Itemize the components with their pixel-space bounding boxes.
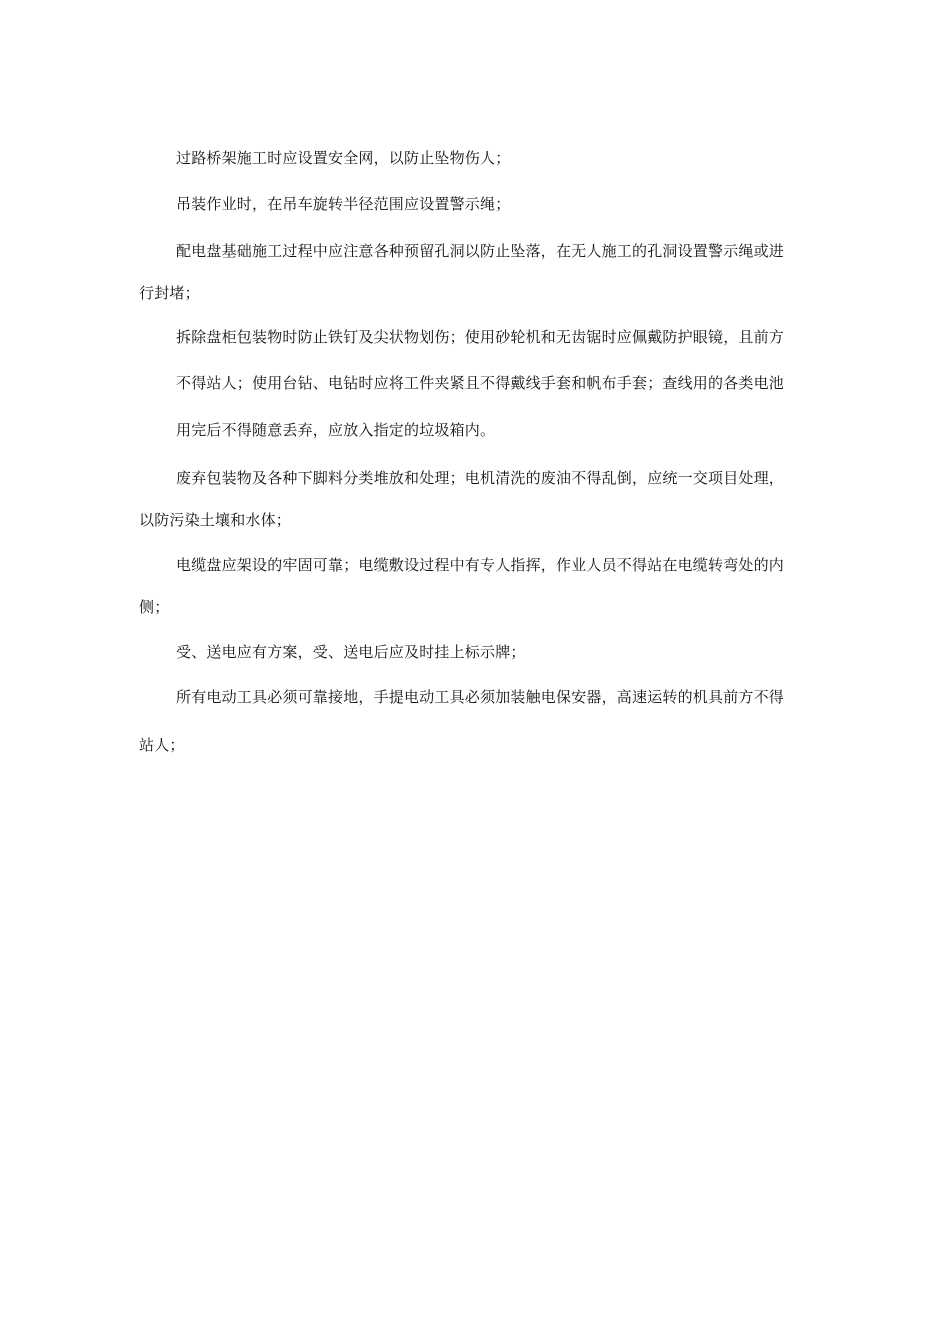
paragraph-line: 用完后不得随意丢弃，应放入指定的垃圾箱内。 [176, 421, 496, 439]
paragraph-line: 侧； [139, 598, 170, 616]
paragraph-line: 废弃包装物及各种下脚料分类堆放和处理；电机清洗的废油不得乱倒，应统一交项目处理， [176, 469, 785, 487]
paragraph-line: 拆除盘柜包装物时防止铁钉及尖状物划伤；使用砂轮机和无齿锯时应佩戴防护眼镜，且前方 [176, 328, 785, 346]
paragraph-line: 受、送电应有方案，受、送电后应及时挂上标示牌； [176, 643, 526, 661]
paragraph-line: 配电盘基础施工过程中应注意各种预留孔洞以防止坠落，在无人施工的孔洞设置警示绳或进 [176, 242, 785, 260]
paragraph-line: 行封堵； [139, 284, 200, 302]
paragraph-line: 吊装作业时，在吊车旋转半径范围应设置警示绳； [176, 195, 511, 213]
paragraph-line: 过路桥架施工时应设置安全网，以防止坠物伤人； [176, 149, 511, 167]
paragraph-line: 不得站人；使用台钻、电钻时应将工件夹紧且不得戴线手套和帆布手套；查线用的各类电池 [176, 374, 785, 392]
paragraph-line: 所有电动工具必须可靠接地，手提电动工具必须加装触电保安器，高速运转的机具前方不得 [176, 688, 785, 706]
paragraph-line: 站人； [139, 736, 185, 754]
paragraph-line: 电缆盘应架设的牢固可靠；电缆敷设过程中有专人指挥，作业人员不得站在电缆转弯处的内 [176, 556, 785, 574]
paragraph-line: 以防污染土壤和水体； [139, 511, 292, 529]
